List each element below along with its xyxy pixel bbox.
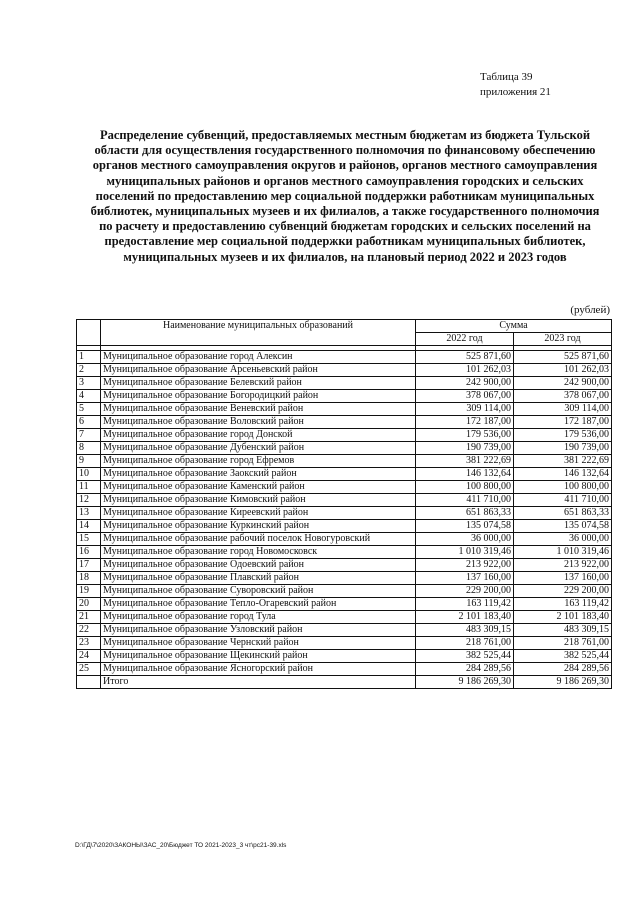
row-number: 14: [77, 520, 101, 533]
amount-2023: 100 800,00: [514, 481, 612, 494]
amount-2023: 1 010 319,46: [514, 546, 612, 559]
amount-2022: 172 187,00: [416, 416, 514, 429]
table-row: [77, 520, 612, 533]
amount-2022: 137 160,00: [416, 572, 514, 585]
year-2022-header: 2022 год: [416, 333, 514, 346]
amount-2023: 483 309,15: [514, 624, 612, 637]
amount-2023: 137 160,00: [514, 572, 612, 585]
amount-2022: 382 525,44: [416, 650, 514, 663]
municipality-name: Муниципальное образование Заокский район: [101, 468, 416, 481]
municipality-name: Муниципальное образование город Донской: [101, 429, 416, 442]
amount-2022: 525 871,60: [416, 351, 514, 364]
amount-2023: 284 289,56: [514, 663, 612, 676]
document-title: [75, 128, 615, 265]
amount-2023: 135 074,58: [514, 520, 612, 533]
municipality-name: Муниципальное образование Каменский район: [101, 481, 416, 494]
table-row: [77, 650, 612, 663]
amount-2023: 309 114,00: [514, 403, 612, 416]
appendix-number: приложения 21: [480, 86, 551, 98]
amount-2023: 229 200,00: [514, 585, 612, 598]
amount-2022: 36 000,00: [416, 533, 514, 546]
table-row: [77, 377, 612, 390]
title-line: муниципальных районов и органов местного самоуправления городских и сельских: [106, 173, 584, 188]
municipality-name: Муниципальное образование Киреевский район: [101, 507, 416, 520]
table-row: [77, 416, 612, 429]
row-number: 3: [77, 377, 101, 390]
total-2022: 9 186 269,30: [416, 676, 514, 689]
row-number: 6: [77, 416, 101, 429]
table-row: [77, 481, 612, 494]
row-number: 11: [77, 481, 101, 494]
amount-2023: 146 132,64: [514, 468, 612, 481]
amount-2022: 242 900,00: [416, 377, 514, 390]
municipality-name: Муниципальное образование Плавский район: [101, 572, 416, 585]
row-number: 2: [77, 364, 101, 377]
row-number: 17: [77, 559, 101, 572]
row-number: 13: [77, 507, 101, 520]
amount-2023: 378 067,00: [514, 390, 612, 403]
title-line: по расчету и предоставлению субвенций бюджетам городских и сельских поселений на: [99, 219, 591, 234]
municipality-name: Муниципальное образование Кимовский район: [101, 494, 416, 507]
amount-2022: 651 863,33: [416, 507, 514, 520]
table-row: [77, 663, 612, 676]
row-number: 15: [77, 533, 101, 546]
amount-2022: 100 800,00: [416, 481, 514, 494]
municipality-name: Муниципальное образование Воловский район: [101, 416, 416, 429]
row-number: 7: [77, 429, 101, 442]
table-row: [77, 546, 612, 559]
municipality-name: Муниципальное образование Белевский район: [101, 377, 416, 390]
row-number: 10: [77, 468, 101, 481]
amount-2023: 242 900,00: [514, 377, 612, 390]
amount-2023: 382 525,44: [514, 650, 612, 663]
table-row: [77, 637, 612, 650]
municipality-name: Муниципальное образование Узловский район: [101, 624, 416, 637]
amount-2023: 381 222,69: [514, 455, 612, 468]
row-number: 24: [77, 650, 101, 663]
municipality-name: Муниципальное образование Суворовский район: [101, 585, 416, 598]
table-row: [77, 442, 612, 455]
row-number: 12: [77, 494, 101, 507]
row-number: 4: [77, 390, 101, 403]
table-row: [77, 403, 612, 416]
municipality-name: Муниципальное образование город Новомосковск: [101, 546, 416, 559]
title-line: Распределение субвенций, предоставляемых местным бюджетам из бюджета Тульской: [99, 128, 591, 142]
table-row: [77, 494, 612, 507]
row-number: 21: [77, 611, 101, 624]
municipality-name: Муниципальное образование город Ефремов: [101, 455, 416, 468]
total-2023: 9 186 269,30: [514, 676, 612, 689]
title-line: библиотек, муниципальных музеев и их филиалов, а также государственного полномочия: [90, 204, 600, 219]
title-line: области для осуществления государственного полномочия по финансовому обеспечению: [94, 143, 596, 158]
table-row: [77, 559, 612, 572]
total-label: Итого: [101, 676, 416, 689]
municipality-name: Муниципальное образование Дубенский район: [101, 442, 416, 455]
title-line: муниципальных музеев и их филиалов, на плановый период 2022 и 2023 годов: [123, 249, 567, 264]
name-header: Наименование муниципальных образований: [101, 320, 416, 346]
total-number-cell: [77, 676, 101, 689]
municipality-name: Муниципальное образование рабочий поселок Новогуровский: [101, 533, 416, 546]
amount-2023: 2 101 183,40: [514, 611, 612, 624]
amount-2023: 172 187,00: [514, 416, 612, 429]
municipality-name: Муниципальное образование Тепло-Огаревский район: [101, 598, 416, 611]
table-row: [77, 572, 612, 585]
amount-2023: 163 119,42: [514, 598, 612, 611]
table-row: [77, 390, 612, 403]
amount-2022: 146 132,64: [416, 468, 514, 481]
municipality-name: Муниципальное образование город Алексин: [101, 351, 416, 364]
amount-2022: 411 710,00: [416, 494, 514, 507]
municipality-name: Муниципальное образование Арсеньевский район: [101, 364, 416, 377]
amount-2022: 309 114,00: [416, 403, 514, 416]
table-row: [77, 429, 612, 442]
amount-2023: 651 863,33: [514, 507, 612, 520]
table-row: [77, 598, 612, 611]
title-line: органов местного самоуправления округов и районов, органов местного самоуправления: [92, 158, 598, 173]
row-number: 5: [77, 403, 101, 416]
amount-2022: 284 289,56: [416, 663, 514, 676]
municipality-name: Муниципальное образование Одоевский район: [101, 559, 416, 572]
table-body: [77, 346, 612, 676]
amount-2022: 101 262,03: [416, 364, 514, 377]
amount-2023: 101 262,03: [514, 364, 612, 377]
municipality-name: Муниципальное образование Веневский район: [101, 403, 416, 416]
amount-2022: 229 200,00: [416, 585, 514, 598]
amount-2022: 2 101 183,40: [416, 611, 514, 624]
row-number: 23: [77, 637, 101, 650]
municipality-name: Муниципальное образование Куркинский район: [101, 520, 416, 533]
table-row: [77, 507, 612, 520]
year-2023-header: 2023 год: [514, 333, 612, 346]
row-number: 8: [77, 442, 101, 455]
amount-2023: 179 536,00: [514, 429, 612, 442]
row-number: 1: [77, 351, 101, 364]
row-number: 25: [77, 663, 101, 676]
row-number: 18: [77, 572, 101, 585]
amount-2022: 483 309,15: [416, 624, 514, 637]
amount-2022: 1 010 319,46: [416, 546, 514, 559]
row-number: 19: [77, 585, 101, 598]
amount-2022: 179 536,00: [416, 429, 514, 442]
table-row: [77, 351, 612, 364]
row-number: 20: [77, 598, 101, 611]
municipality-name: Муниципальное образование Богородицкий район: [101, 390, 416, 403]
table-row: [77, 624, 612, 637]
amount-2022: 381 222,69: [416, 455, 514, 468]
table-row: [77, 585, 612, 598]
row-number: 16: [77, 546, 101, 559]
sum-header: Сумма: [416, 320, 612, 333]
municipality-name: Муниципальное образование Ясногорский район: [101, 663, 416, 676]
file-path-footer: D:\ГД\7\2020\ЗАКОНЫ\ЗАС_20\Бюджет ТО 2021-2023_3 чт\рс21-39.xls: [75, 842, 287, 849]
amount-2023: 218 761,00: [514, 637, 612, 650]
table-row: [77, 468, 612, 481]
table-row: [77, 533, 612, 546]
amount-2023: 213 922,00: [514, 559, 612, 572]
table-row: [77, 455, 612, 468]
amount-2022: 163 119,42: [416, 598, 514, 611]
currency-unit: (рублей): [570, 304, 610, 316]
amount-2022: 378 067,00: [416, 390, 514, 403]
amount-2023: 190 739,00: [514, 442, 612, 455]
total-row: [77, 676, 612, 689]
amount-2022: 190 739,00: [416, 442, 514, 455]
municipality-name: Муниципальное образование Щекинский район: [101, 650, 416, 663]
municipality-name: Муниципальное образование город Тула: [101, 611, 416, 624]
amount-2023: 36 000,00: [514, 533, 612, 546]
amount-2022: 218 761,00: [416, 637, 514, 650]
table-row: [77, 364, 612, 377]
number-header: [77, 320, 101, 346]
title-line: поселений по предоставлению мер социальной поддержки работникам муниципальных: [95, 188, 595, 203]
table-reference: [480, 70, 600, 100]
amount-2023: 525 871,60: [514, 351, 612, 364]
table-number: Таблица 39: [480, 71, 533, 83]
amount-2023: 411 710,00: [514, 494, 612, 507]
municipality-name: Муниципальное образование Чернский район: [101, 637, 416, 650]
row-number: 22: [77, 624, 101, 637]
subvention-table: [76, 319, 612, 689]
amount-2022: 213 922,00: [416, 559, 514, 572]
table-row: [77, 611, 612, 624]
amount-2022: 135 074,58: [416, 520, 514, 533]
row-number: 9: [77, 455, 101, 468]
title-line: предоставление мер социальной поддержки работникам муниципальных библиотек,: [104, 234, 586, 249]
